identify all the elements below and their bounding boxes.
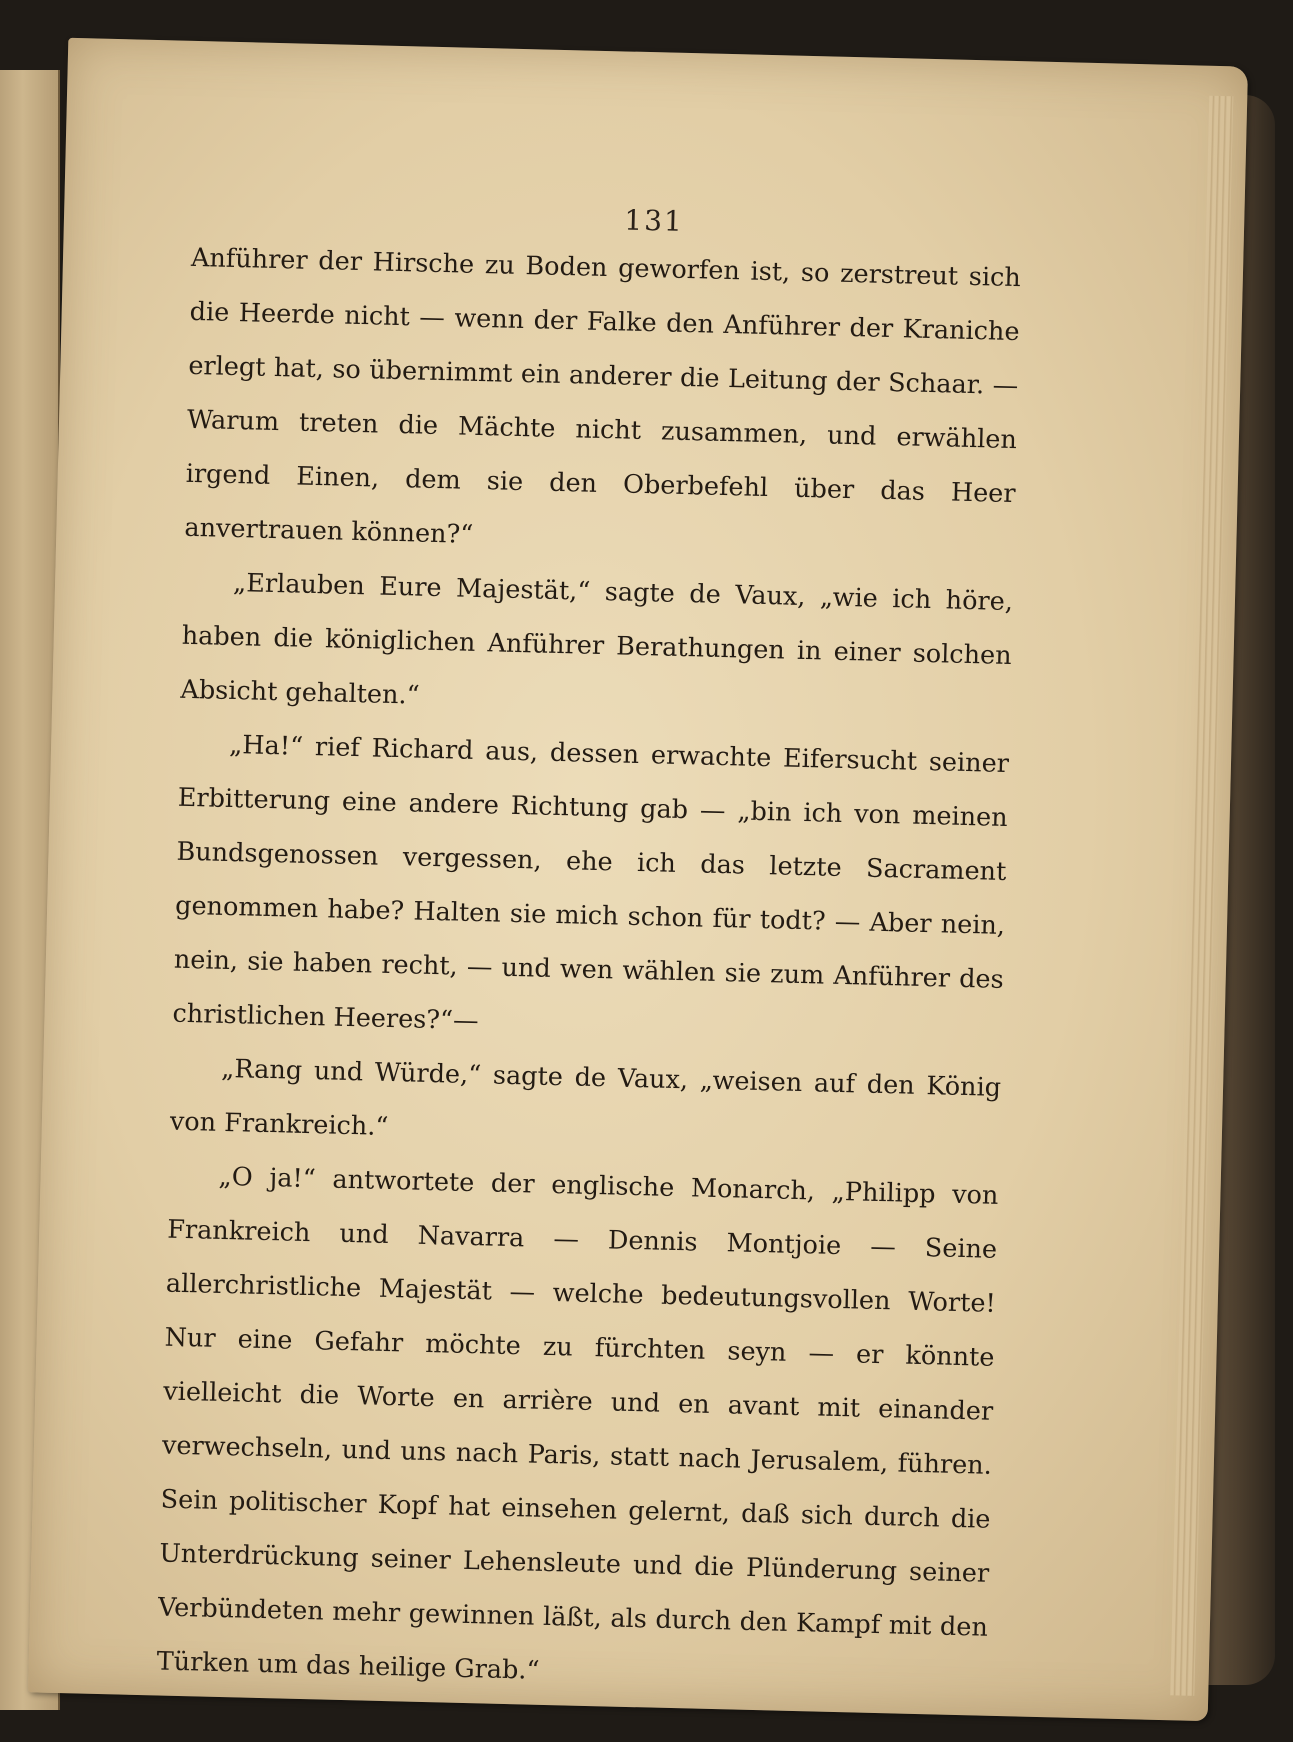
book-page xyxy=(28,38,1248,1721)
paragraph: „Rang und Würde,“ sagte de Vaux, „weisen auf den König von Frankreich.“ xyxy=(169,1053,1002,1142)
paragraph: „Ha!“ rief Richard aus, dessen erwachte Eifersucht seiner Erbitterung eine andere Richtung gab — „bin ich von meinen Bundsgenossen vergessen, ehe ich das letzte Sacrament genommen habe? Halten sie mich schon für todt? — Aber nein, nein, sie haben recht, — und wen wählen sie zum Anführer des christlichen Heeres?“— xyxy=(172,729,1010,1037)
paragraph: „O ja!“ antwortete der englische Monarch, „Philipp von Frankreich und Navarra — Dennis Montjoie — Seine allerchristliche Majestät — welche bedeutungsvollen Worte! Nur eine Gefahr möchte zu fürchten seyn — er könnte vielleicht die Worte en arrière und en avant mit einander verwechseln, und uns nach Paris, statt nach Jerusalem, führen. Sein politischer Kopf hat einsehen gelernt, daß sich durch die Unterdrückung seiner Lehensleute und die Plünderung seiner Verbündeten mehr gewinnen läßt, als durch den Kampf mit den Türken um das heilige Grab.“ xyxy=(156,1161,999,1686)
page-text xyxy=(156,231,1021,1709)
paragraph: Anführer der Hirsche zu Boden geworfen ist, so zerstreut sich die Heerde nicht — wenn der Falke den Anführer der Kraniche erlegt hat, so übernimmt ein anderer die Leitung der Schaar. — Warum treten die Mächte nicht zusammen, und erwählen irgend Einen, dem sie den Oberbefehl über das Heer anvertrauen können?“ xyxy=(184,242,1022,550)
page-number: 131 xyxy=(623,203,685,238)
paragraph: „Erlauben Eure Majestät,“ sagte de Vaux, „wie ich höre, haben die königlichen Anführer Berathungen in einer solchen Absicht gehalten.“ xyxy=(180,568,1014,711)
